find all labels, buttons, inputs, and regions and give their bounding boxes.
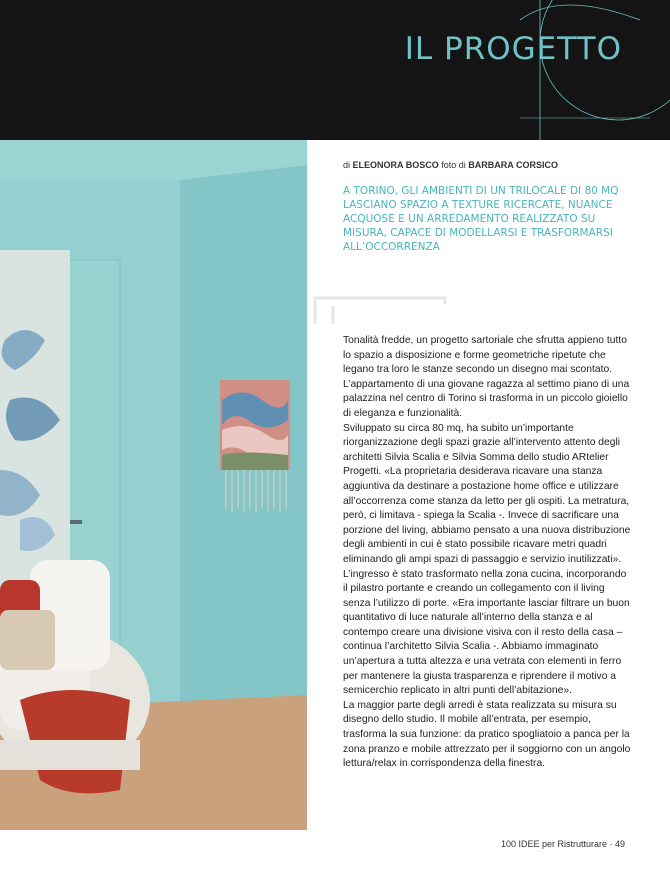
byline-foto: foto di: [441, 160, 466, 170]
page-title: IL PROGETTO: [404, 31, 622, 67]
body-paragraph: L’ingresso è stato trasformato nella zona cucina, incorporando il pilastro portante e creando un collegamento con il living senza l’utilizzo di porte. «Era importante lasciar filtrare un buon quantitativo di luce naturale all’interno della stanza e al contempo creare una divisione visiva con il resto della casa – continua l’architetto Silvia Scalia -. Abbiamo immaginato un’apertura a tutta altezza e una vetrata con elementi in ferro per mantenere la giusta trasparenza e riprendere il motivo a semicerchio replicato in altri punti dell’abitazione».: [343, 568, 630, 697]
photographer-name: BARBARA CORSICO: [468, 160, 558, 170]
body-paragraph: Sviluppato su circa 80 mq, ha subito un’importante riorganizzazione degli spazi grazie all’intervento attento degli architetti Silvia Scalia e Silvia Somma dello studio ARtelier Progetti. «La proprietaria desiderava ricavare una stanza aggiuntiva da destinare a postazione home office e utilizzare all’occorrenza come stanza da letto per gli ospiti. La metratura, però, ci limitava - spiega la Scalia -. Invece di sacrificare una porzione del living, abbiamo pensato a una nuova distribuzione degli ambienti in cui è stato possibile ricavare metri quadri eliminando gli ampi spazi di passaggio e servizio inutilizzati».: [343, 422, 631, 565]
page-folio: 100 IDEE per Ristrutturare · 49: [500, 839, 625, 849]
byline: [343, 160, 558, 170]
decorative-bracket: [313, 296, 448, 326]
body-paragraph: Tonalità fredde, un progetto sartoriale che sfrutta appieno tutto lo spazio a disposizione e forme geometriche ripetute che legano tra loro le stanze secondo un disegno mai scontato. L’appartamento di una giovane ragazza al settimo piano di una palazzina nel centro di Torino si trasforma in un piccolo gioiello di eleganza e funzionalità.: [343, 335, 630, 419]
byline-di: di: [343, 160, 351, 170]
lead-paragraph: A TORINO, GLI AMBIENTI DI UN TRILOCALE DI 80 MQ LASCIANO SPAZIO A TEXTURE RICERCATE, NUANCE ACQUOSE E UN ARREDAMENTO REALIZZATO SU MISURA, CAPACE DI MODELLARSI E TRASFORMARSI ALL’OCCORRENZA: [343, 185, 619, 253]
body-paragraph: La maggior parte degli arredi è stata realizzata su misura su disegno dello studio. Il mobile all’entrata, per esempio, trasforma la sua funzione: da pratico spogliatoio a panca per la zona pranzo e mobile attrezzato per il soggiorno con un angolo lettura/relax in corrispondenza della finestra.: [343, 699, 631, 770]
article-body: [343, 334, 633, 772]
bedroom-photo: [0, 140, 307, 830]
header-band: [0, 0, 670, 140]
author-name: ELEONORA BOSCO: [352, 160, 439, 170]
